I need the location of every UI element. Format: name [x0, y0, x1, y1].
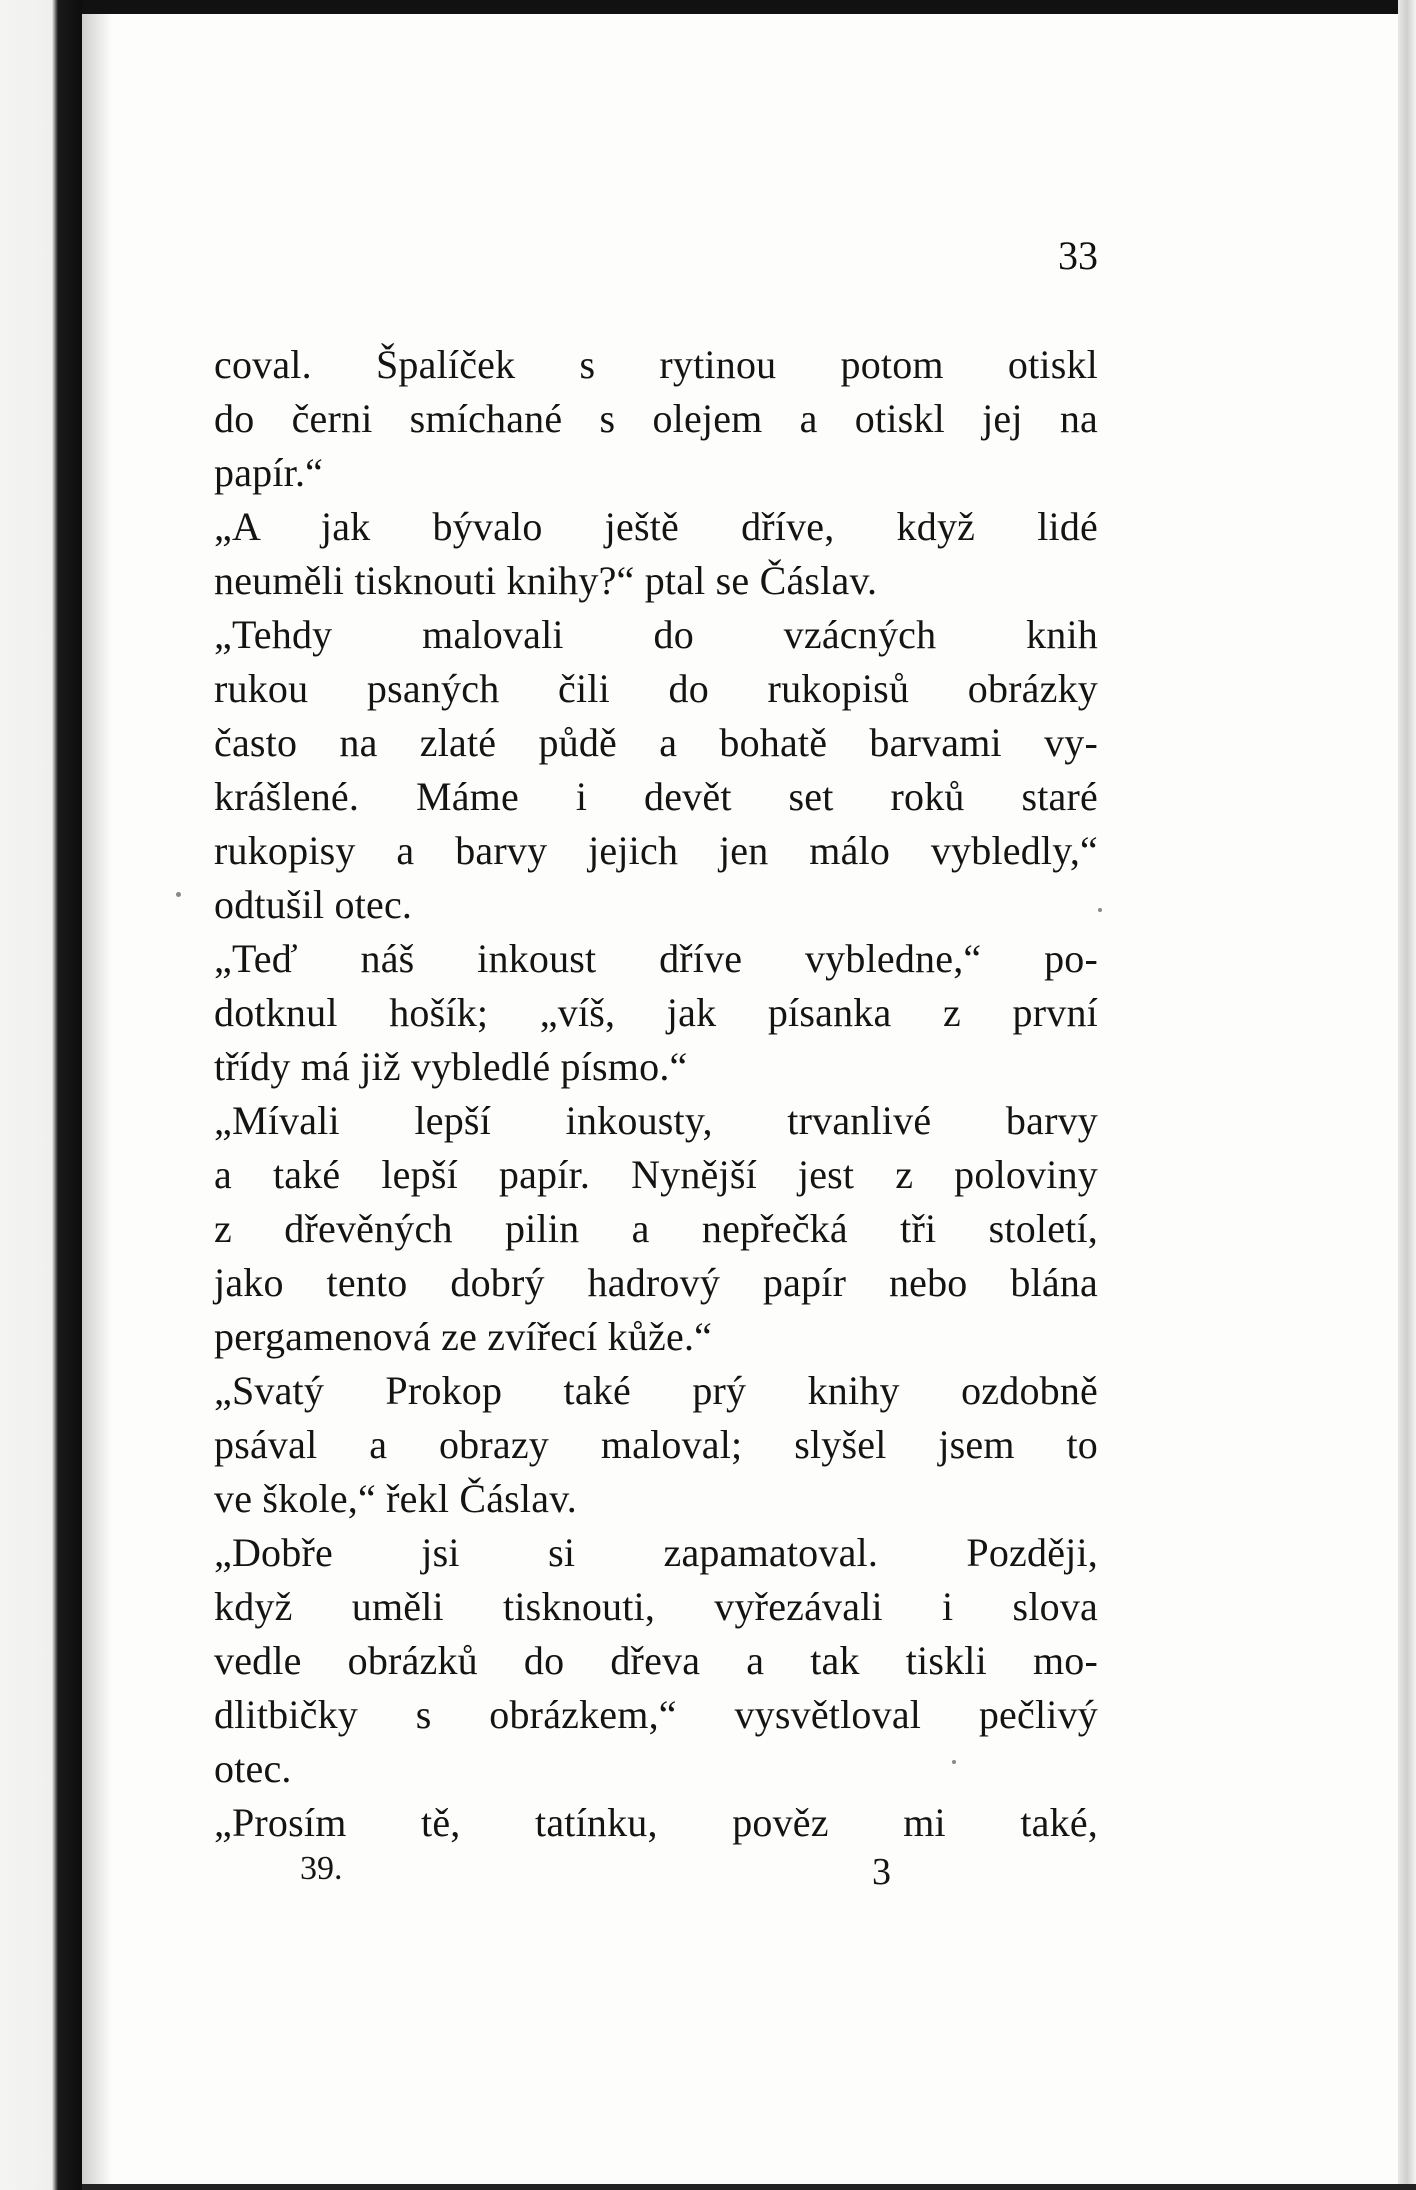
text-line: rukopisy a barvy jejich jen málo vybledly,“: [214, 828, 1098, 873]
text-line: rukou psaných čili do rukopisů obrázky: [214, 666, 1098, 711]
dust-speck: [176, 892, 181, 897]
text-line: otec.: [214, 1746, 292, 1791]
text-line: jako tento dobrý hadrový papír nebo blána: [214, 1260, 1098, 1305]
text-line: „Teď náš inkoust dříve vybledne,“ po-: [214, 936, 1098, 981]
text-line: třídy má již vybledlé písmo.“: [214, 1044, 688, 1089]
text-line: odtušil otec.: [214, 882, 413, 927]
text-line: a také lepší papír. Nynější jest z poloviny: [214, 1152, 1098, 1197]
text-line: „Prosím tě, tatínku, pověz mi také,: [214, 1800, 1098, 1845]
text-line: „Tehdy malovali do vzácných knih: [214, 612, 1098, 657]
text-line: neuměli tisknouti knihy?“ ptal se Čáslav.: [214, 558, 878, 603]
text-line: „Svatý Prokop také prý knihy ozdobně: [214, 1368, 1098, 1413]
dust-speck: [1098, 908, 1102, 912]
text-line: pergamenová ze zvířecí kůže.“: [214, 1314, 713, 1359]
text-line: vedle obrázků do dřeva a tak tiskli mo-: [214, 1638, 1098, 1683]
text-line: do černi smíchané s olejem a otiskl jej na: [214, 396, 1098, 441]
text-line: z dřevěných pilin a nepřečká tři století,: [214, 1206, 1098, 1251]
text-line: když uměli tisknouti, vyřezávali i slova: [214, 1584, 1098, 1629]
text-line: dlitbičky s obrázkem,“ vysvětloval pečlivý: [214, 1692, 1098, 1737]
scan-border-bottom: [82, 2184, 1416, 2190]
binding-shadow: [82, 14, 112, 2190]
text-line: „Dobře jsi si zapamatoval. Později,: [214, 1530, 1098, 1575]
text-line: „A jak bývalo ještě dříve, když lidé: [214, 504, 1098, 549]
signature-mark: 39.: [300, 1850, 343, 1887]
page-number: 33: [1058, 233, 1098, 278]
text-line: dotknul hošík; „víš, jak písanka z první: [214, 990, 1098, 1035]
body-text: [214, 338, 1098, 1850]
scan-border-right: [1398, 0, 1416, 2190]
scan-border-left: [0, 0, 82, 2190]
text-line: psával a obrazy maloval; slyšel jsem to: [214, 1422, 1098, 1467]
text-line: papír.“: [214, 450, 324, 495]
text-line: často na zlaté půdě a bohatě barvami vy-: [214, 720, 1098, 765]
text-line: krášlené. Máme i devět set roků staré: [214, 774, 1098, 819]
text-line: ve škole,“ řekl Čáslav.: [214, 1476, 577, 1521]
sheet-number: 3: [872, 1851, 891, 1893]
text-line: coval. Špalíček s rytinou potom otiskl: [214, 342, 1098, 387]
text-line: „Mívali lepší inkousty, trvanlivé barvy: [214, 1098, 1098, 1143]
scan-border-top: [0, 0, 1416, 14]
